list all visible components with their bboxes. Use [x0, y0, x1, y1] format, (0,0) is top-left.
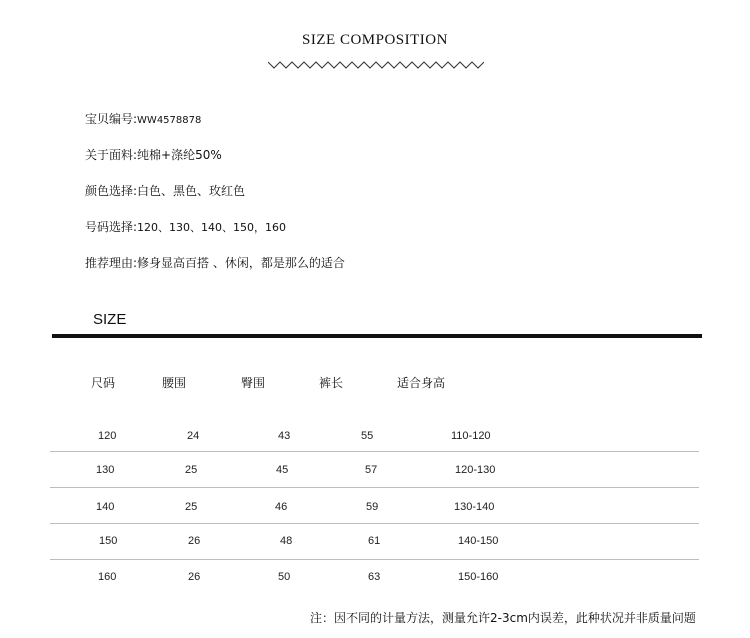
table-cell: 160 [98, 571, 117, 583]
table-cell: 57 [365, 464, 378, 476]
table-cell: 43 [278, 430, 291, 442]
header-size: 尺码 [91, 376, 116, 390]
row-divider [50, 487, 699, 488]
zigzag-divider [268, 59, 484, 71]
sizes-line [85, 218, 286, 235]
table-cell: 59 [366, 501, 379, 513]
reason-label: 推荐理由: [85, 256, 138, 270]
measurement-note: 注：因不同的计量方法，测量允许2-3cm内误差，此种状况并非质量问题 [310, 611, 696, 625]
colors-value: 白色、黑色、玫红色 [137, 184, 246, 198]
fabric-label: 关于面料: [85, 148, 138, 162]
table-cell: 120-130 [455, 464, 496, 476]
fabric-line [85, 146, 222, 163]
item-number-value: WW4578878 [137, 115, 202, 126]
reason-value: 修身显高百搭 、休闲，都是那么的适合 [137, 256, 345, 270]
table-cell: 140-150 [458, 535, 499, 547]
table-cell: 130 [96, 464, 115, 476]
reason-line [85, 254, 345, 271]
table-cell: 26 [188, 535, 201, 547]
sizes-value: 120、130、140、150，160 [137, 221, 287, 234]
table-cell: 50 [278, 571, 291, 583]
colors-label: 颜色选择: [85, 184, 138, 198]
table-cell: 46 [275, 501, 288, 513]
row-divider [50, 451, 699, 452]
row-divider [50, 523, 699, 524]
table-cell: 150-160 [458, 571, 499, 583]
table-cell: 55 [361, 430, 374, 442]
table-cell: 45 [276, 464, 289, 476]
item-number-label: 宝贝编号: [85, 112, 138, 126]
table-cell: 61 [368, 535, 381, 547]
header-hip: 臀围 [241, 376, 266, 390]
size-heading: SIZE [93, 311, 127, 328]
row-divider [50, 559, 699, 560]
table-cell: 120 [98, 430, 117, 442]
header-length: 裤长 [319, 376, 344, 390]
header-height: 适合身高 [397, 376, 446, 390]
item-number-line [85, 110, 201, 127]
sizes-label: 号码选择: [85, 220, 138, 234]
table-cell: 48 [280, 535, 293, 547]
table-cell: 25 [185, 464, 198, 476]
colors-line [85, 182, 245, 199]
table-cell: 26 [188, 571, 201, 583]
page-title: SIZE COMPOSITION [302, 32, 448, 48]
heading-divider [52, 334, 702, 338]
table-cell: 150 [99, 535, 118, 547]
table-cell: 24 [187, 430, 200, 442]
fabric-value: 纯棉+涤纶50% [137, 148, 222, 162]
header-waist: 腰围 [162, 376, 187, 390]
table-cell: 140 [96, 501, 115, 513]
table-cell: 25 [185, 501, 198, 513]
table-cell: 110-120 [451, 430, 491, 442]
table-cell: 63 [368, 571, 381, 583]
table-cell: 130-140 [454, 501, 495, 513]
